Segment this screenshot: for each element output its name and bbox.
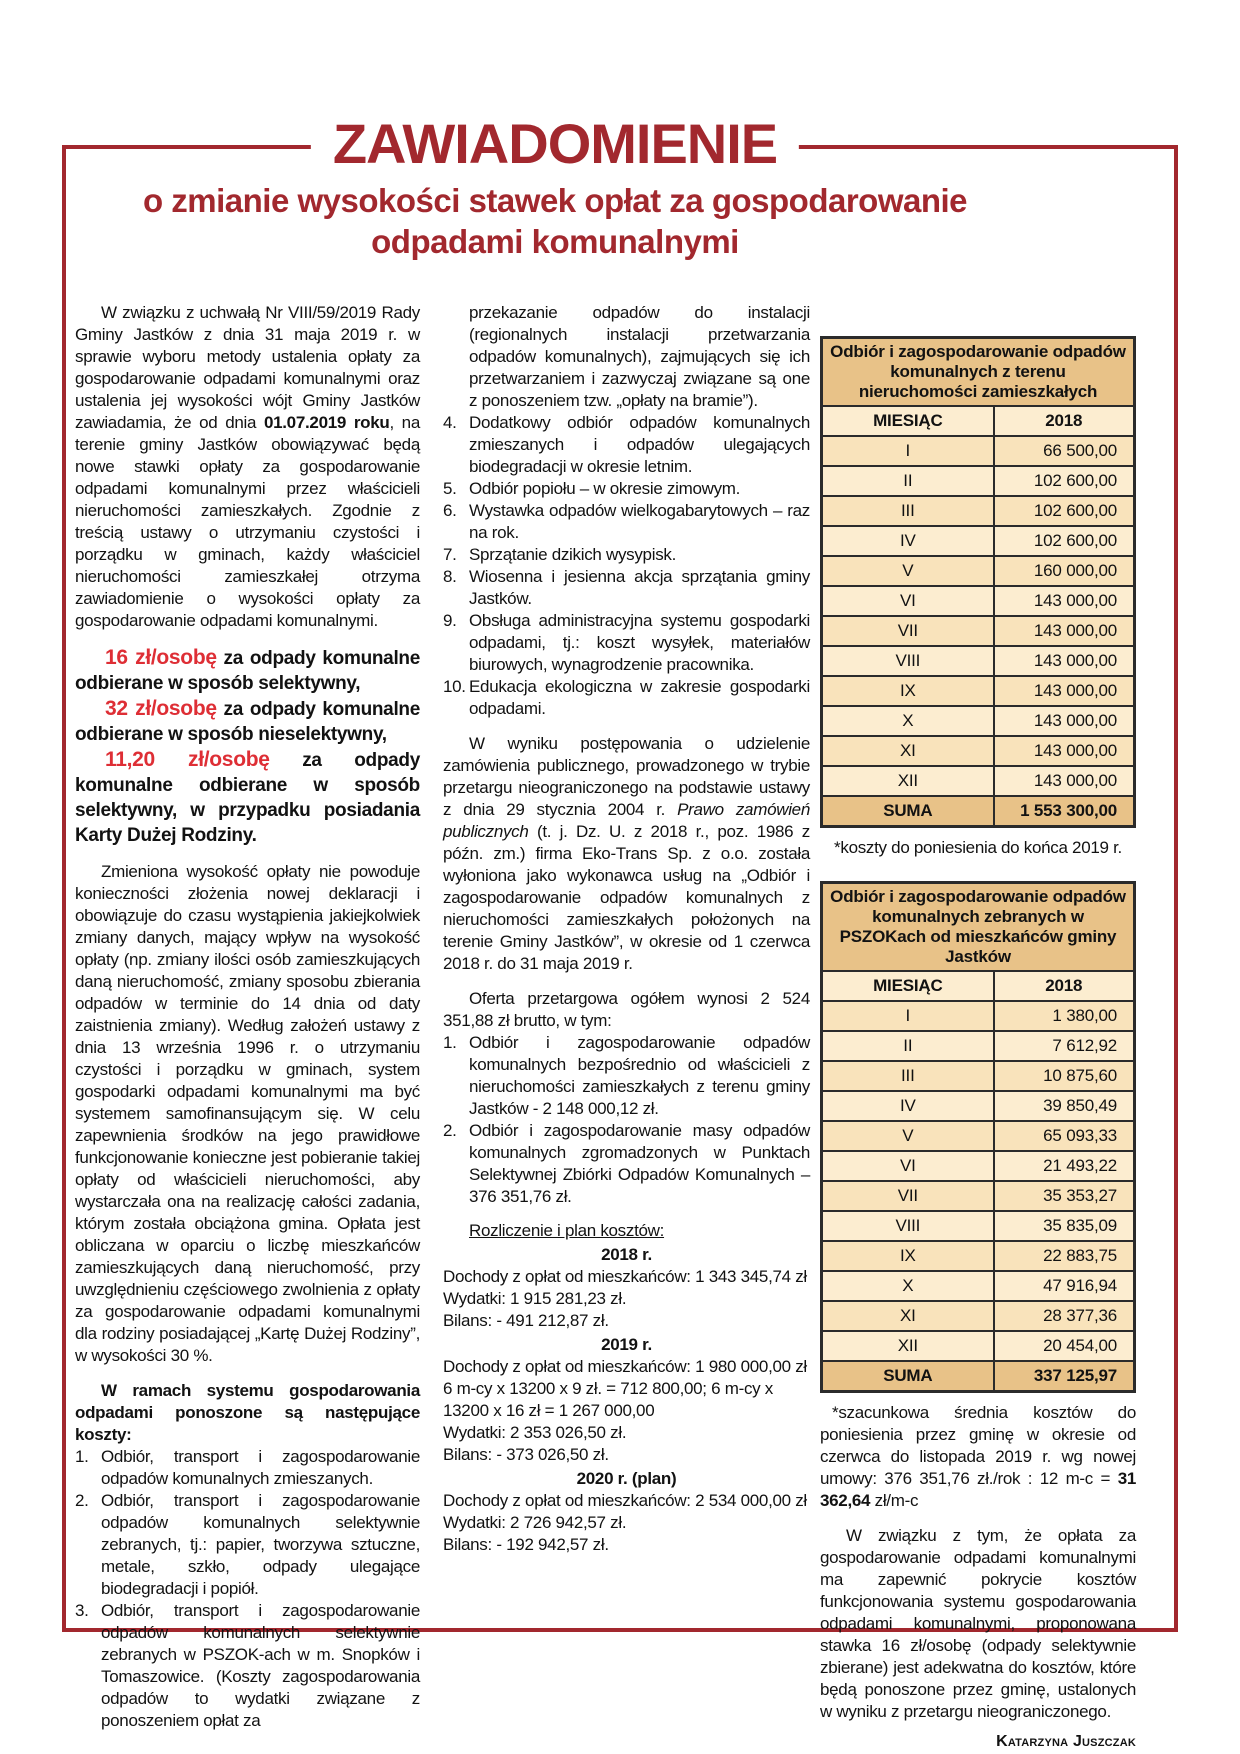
list-item-text: Odbiór, transport i zagospodarowanie odpadów komunalnych zmieszanych. xyxy=(101,1447,420,1488)
table-title: Odbiór i zagospodarowanie odpadów komunalnych z terenu nieruchomości zamieszkałych xyxy=(822,338,1135,407)
page-subtitle: o zmianie wysokości stawek opłat za gospodarowanie odpadami komunalnymi xyxy=(142,182,968,260)
table-row xyxy=(822,1121,1135,1151)
cost-list-item xyxy=(443,676,810,720)
list-item-number: 1. xyxy=(75,1447,89,1466)
month-cell: X xyxy=(822,706,994,736)
plan-line: Bilans: - 491 212,87 zł. xyxy=(443,1311,609,1330)
month-cell: XI xyxy=(822,1301,994,1331)
month-cell: X xyxy=(822,1271,994,1301)
list-item-text: Odbiór, transport i zagospodarowanie odpadów komunalnych selektywnie zebranych, tj.: papier, tworzywa sztuczne, metale, szkło, odpady ulegające biodegradacji i popiół. xyxy=(101,1491,420,1598)
amount-cell: 143 000,00 xyxy=(994,766,1135,796)
month-cell: IV xyxy=(822,526,994,556)
cost-list-item xyxy=(443,478,810,500)
amount-cell: 35 353,27 xyxy=(994,1181,1135,1211)
amount-cell: 66 500,00 xyxy=(994,436,1135,466)
closing-paragraph: W związku z tym, że opłata za gospodarowanie odpadami komunalnymi ma zapewnić pokrycie kosztów funkcjonowania systemu gospodarowania odpadami komunalnymi, proponowana stawka 16 zł/osobę (odpady selektywnie zbierane) jest adekwatna do kosztów, które będą ponoszone przez gminę, ustalonych w wyniku z przetargu nieograniczonego. xyxy=(820,1526,1136,1721)
amount-cell: 102 600,00 xyxy=(994,496,1135,526)
plan-line: Bilans: - 192 942,57 zł. xyxy=(443,1535,609,1554)
month-cell: VII xyxy=(822,1181,994,1211)
list-item-text: Wystawka odpadów wielkogabarytowych – raz na rok. xyxy=(469,501,810,542)
amount-cell: 143 000,00 xyxy=(994,646,1135,676)
cost-list-item xyxy=(75,1490,420,1600)
amount-cell: 143 000,00 xyxy=(994,586,1135,616)
fee-description: za odpady komunalne odbierane w sposób selektywny, xyxy=(75,648,421,694)
fee-amount: 16 zł/osobę xyxy=(105,646,217,669)
tender-paragraph xyxy=(443,733,810,975)
month-cell: VI xyxy=(822,1151,994,1181)
amount-cell: 20 454,00 xyxy=(994,1331,1135,1361)
table-row xyxy=(822,1241,1135,1271)
table-row xyxy=(822,1001,1135,1031)
column-right xyxy=(820,336,1136,1753)
table-row xyxy=(822,1211,1135,1241)
month-column-header: MIESIĄC xyxy=(822,971,994,1001)
suma-label: SUMA xyxy=(822,796,994,827)
plan-year-2019: 2019 r. xyxy=(601,1335,652,1354)
plan-line: Wydatki: 2 353 026,50 zł. xyxy=(443,1423,627,1442)
plan-line: Dochody z opłat od mieszkańców: 1 343 345,74 zł xyxy=(443,1267,807,1286)
month-cell: VIII xyxy=(822,646,994,676)
footnote-text-b: zł/m-c xyxy=(870,1491,919,1510)
suma-value: 1 553 300,00 xyxy=(994,796,1135,827)
list-item-text: Sprzątanie dzikich wysypisk. xyxy=(469,545,677,564)
table-row xyxy=(822,526,1135,556)
table-row xyxy=(822,1091,1135,1121)
suma-row xyxy=(822,796,1135,827)
table-row xyxy=(822,616,1135,646)
list-item-number: 4. xyxy=(443,413,457,432)
fee-rate-item xyxy=(75,747,420,848)
amount-cell: 143 000,00 xyxy=(994,736,1135,766)
suma-row xyxy=(822,1361,1135,1392)
list-item-text: Odbiór, transport i zagospodarowanie odpadów komunalnych selektywnie zebranych w PSZOK-ach w m. Snopków i Tomaszowice. (Koszty zagospodarowania odpadów to wydatki związane z ponoszeniem opłat za xyxy=(101,1601,420,1730)
amount-cell: 22 883,75 xyxy=(994,1241,1135,1271)
residential-table-footnote: *koszty do poniesienia do końca 2019 r. xyxy=(834,838,1122,857)
table-row xyxy=(822,1301,1135,1331)
plan-2019-lines xyxy=(443,1356,810,1466)
table-row xyxy=(822,496,1135,526)
suma-label: SUMA xyxy=(822,1361,994,1392)
amount-cell: 1 380,00 xyxy=(994,1001,1135,1031)
plan-year-2020: 2020 r. (plan) xyxy=(576,1469,677,1488)
amount-cell: 143 000,00 xyxy=(994,676,1135,706)
month-cell: IV xyxy=(822,1091,994,1121)
table-row xyxy=(822,1331,1135,1361)
offer-list-item xyxy=(443,1032,810,1120)
plan-line: Bilans: - 373 026,50 zł. xyxy=(443,1445,609,1464)
month-column-header: MIESIĄC xyxy=(822,406,994,436)
month-cell: VII xyxy=(822,616,994,646)
month-cell: V xyxy=(822,1121,994,1151)
cost-list-item xyxy=(443,544,810,566)
list-item-text: Odbiór i zagospodarowanie odpadów komunalnych bezpośrednio od właścicieli z nieruchomości zamieszkałych z terenu gminy Jastków - 2 148 000,12 zł. xyxy=(469,1033,810,1118)
plan-line: Dochody z opłat od mieszkańców: 2 534 000,00 zł xyxy=(443,1491,807,1510)
amount-cell: 102 600,00 xyxy=(994,466,1135,496)
fee-description: za odpady komunalne odbierane w sposób selektywny, w przypadku posiadania Karty Dużej Rodziny. xyxy=(75,750,420,846)
cost-list-item xyxy=(443,610,810,676)
list-item-number: 3. xyxy=(75,1601,89,1620)
table-row xyxy=(822,556,1135,586)
list-item-text: Edukacja ekologiczna w zakresie gospodarki odpadami. xyxy=(469,677,810,718)
column-middle xyxy=(443,302,810,1556)
list-item-number: 8. xyxy=(443,567,457,586)
list-item-text: Odbiór i zagospodarowanie masy odpadów komunalnych zgromadzonych w Punktach Selektywnej Zbiórki Odpadów Komunalnych – 376 351,76 zł. xyxy=(469,1121,810,1206)
cost-list-item xyxy=(75,1600,420,1732)
list-item-text: Wiosenna i jesienna akcja sprzątania gminy Jastków. xyxy=(469,567,810,608)
amount-cell: 35 835,09 xyxy=(994,1211,1135,1241)
table-row xyxy=(822,736,1135,766)
costs-heading: W ramach systemu gospodarowania odpadami ponoszone są następujące koszty: xyxy=(75,1381,420,1444)
offer-list xyxy=(443,1032,810,1208)
cost-list-4-10 xyxy=(443,412,810,720)
list-item-number: 5. xyxy=(443,479,457,498)
plan-line: Wydatki: 2 726 942,57 zł. xyxy=(443,1513,627,1532)
fee-rates-list xyxy=(75,645,420,848)
amount-cell: 143 000,00 xyxy=(994,616,1135,646)
list-item-number: 10. xyxy=(443,677,466,696)
table-row xyxy=(822,706,1135,736)
table-row xyxy=(822,1031,1135,1061)
amount-cell: 21 493,22 xyxy=(994,1151,1135,1181)
table-row xyxy=(822,676,1135,706)
change-info-paragraph: Zmieniona wysokość opłaty nie powoduje konieczności złożenia nowej deklaracji i obowiązuje do czasu wystąpienia jakiejkolwiek zmiany danych, mający wpływ na wysokość opłaty (np. zmiany ilości osób zamieszkujących daną nieruchomość, zmiany sposobu zbierania odpadów w terminie do 14 dnia od daty zaistnienia zmiany). Według założeń ustawy z dnia 13 września 1996 r. o utrzymaniu czystości i porządku w gminach, system gospodarki odpadami komunalnymi ma być systemem samofinansującym się. W celu zapewnienia środków na jego prawidłowe funkcjonowanie konieczne jest pobieranie takiej opłaty od właścicieli nieruchomości, aby wystarczała ona na realizację całości zadania, którym została obciążona gmina. Opłata jest obliczana w oparciu o liczbę mieszkańców zamieszkujących daną nieruchomość, przy uwzględnieniu częściowego zwolnienia z opłaty za gospodarowanie odpadami komunalnymi dla rodziny posiadającej „Kartę Dużej Rodziny”, w wysokości 30 %. xyxy=(75,862,420,1365)
plan-line: 6 m-cy x 13200 x 9 zł. = 712 800,00; 6 m-cy x 13200 x 16 zł = 1 267 000,00 xyxy=(443,1379,773,1420)
offer-paragraph: Oferta przetargowa ogółem wynosi 2 524 351,88 zł brutto, w tym: xyxy=(443,989,810,1030)
amount-cell: 102 600,00 xyxy=(994,526,1135,556)
year-column-header: 2018 xyxy=(994,406,1135,436)
page-title: ZAWIADOMIENIE xyxy=(311,111,799,176)
amount-cell: 28 377,36 xyxy=(994,1301,1135,1331)
table-row xyxy=(822,646,1135,676)
month-cell: II xyxy=(822,1031,994,1061)
intro-paragraph xyxy=(75,302,420,632)
list-item-number: 2. xyxy=(443,1121,457,1140)
fee-rate-item xyxy=(75,696,420,747)
table-row xyxy=(822,766,1135,796)
amount-cell: 7 612,92 xyxy=(994,1031,1135,1061)
cost-list-1-3 xyxy=(75,1446,420,1732)
amount-cell: 65 093,33 xyxy=(994,1121,1135,1151)
month-cell: VIII xyxy=(822,1211,994,1241)
month-cell: XII xyxy=(822,1331,994,1361)
table-row xyxy=(822,1271,1135,1301)
month-cell: II xyxy=(822,466,994,496)
list-item-text: Dodatkowy odbiór odpadów komunalnych zmieszanych i odpadów ulegających biodegradacji w okresie letnim. xyxy=(469,413,810,476)
month-cell: III xyxy=(822,1061,994,1091)
column-left xyxy=(75,302,420,1732)
amount-cell: 47 916,94 xyxy=(994,1271,1135,1301)
list-item-number: 7. xyxy=(443,545,457,564)
footnote-average-value: 31 362,64 xyxy=(820,1469,1136,1510)
plan-line: Wydatki: 1 915 281,23 zł. xyxy=(443,1289,627,1308)
fee-amount: 32 zł/osobę xyxy=(105,697,217,720)
table-row xyxy=(822,586,1135,616)
plan-heading: Rozliczenie i plan kosztów: xyxy=(469,1221,665,1240)
amount-cell: 160 000,00 xyxy=(994,556,1135,586)
fee-rate-item xyxy=(75,645,420,696)
plan-year-2018: 2018 r. xyxy=(601,1245,652,1264)
offer-list-item xyxy=(443,1120,810,1208)
signature: Katarzyna Juszczak xyxy=(996,1733,1136,1750)
pszok-waste-table xyxy=(820,881,1136,1393)
year-column-header: 2018 xyxy=(994,971,1135,1001)
list-item-text: Odbiór popiołu – w okresie zimowym. xyxy=(469,479,741,498)
effective-date: 01.07.2019 roku xyxy=(263,413,390,432)
month-cell: VI xyxy=(822,586,994,616)
month-cell: I xyxy=(822,436,994,466)
tender-text-a: W wyniku postępowania o udzielenie zamówienia publicznego, prowadzonego w trybie przetargu nieograniczonego na podstawie ustawy z dnia 29 stycznia 2004 r. xyxy=(443,734,810,819)
intro-text-a: W związku z uchwałą Nr VIII/59/2019 Rady Gminy Jastków z dnia 31 maja 2019 r. w sprawie wyboru metody ustalenia opłaty za gospodarowanie odpadami komunalnymi oraz ustalenia jej wysokości wójt Gminy Jastków zawiadamia, że od dnia xyxy=(75,303,420,432)
month-cell: XII xyxy=(822,766,994,796)
cost-list-item xyxy=(443,566,810,610)
table-row xyxy=(822,1181,1135,1211)
fee-description: za odpady komunalne odbierane w sposób nieselektywny, xyxy=(75,699,421,745)
amount-cell: 143 000,00 xyxy=(994,706,1135,736)
list-item-number: 9. xyxy=(443,611,457,630)
amount-cell: 39 850,49 xyxy=(994,1091,1135,1121)
footnote-text-a: *szacunkowa średnia kosztów do poniesienia przez gminę w okresie od czerwca do listopada 2019 r. wg nowej umowy: 376 351,76 zł./rok : 12 m-c = xyxy=(820,1403,1136,1488)
list-item-number: 6. xyxy=(443,501,457,520)
cost-list-item xyxy=(443,412,810,478)
list-item-number: 2. xyxy=(75,1491,89,1510)
table-row xyxy=(822,1061,1135,1091)
plan-2018-lines xyxy=(443,1266,810,1332)
plan-2020-lines xyxy=(443,1490,810,1556)
month-cell: XI xyxy=(822,736,994,766)
fee-amount: 11,20 zł/osobę xyxy=(105,748,270,771)
plan-line: Dochody z opłat od mieszkańców: 1 980 000,00 zł xyxy=(443,1357,807,1376)
intro-text-b: , na terenie gminy Jastków obowiązywać będą nowe stawki opłaty za gospodarowanie odpadami komunalnymi przez właścicieli nieruchomości zamieszkałych. Zgodnie z treścią ustawy o utrzymaniu czystości i porządku w gminach, każdy właściciel nieruchomości zamieszkałej otrzyma zawiadomienie o wysokości opłaty za gospodarowanie odpadami komunalnymi. xyxy=(75,413,420,630)
list-item-number: 1. xyxy=(443,1033,457,1052)
month-cell: III xyxy=(822,496,994,526)
month-cell: I xyxy=(822,1001,994,1031)
item3-continuation: przekazanie odpadów do instalacji (regionalnych instalacji przetwarzania odpadów komunalnych), zajmujących się ich przetwarzaniem i zazwyczaj związane są one z ponoszeniem tzw. „opłaty na bramie”). xyxy=(469,303,810,410)
amount-cell: 10 875,60 xyxy=(994,1061,1135,1091)
month-cell: IX xyxy=(822,676,994,706)
table-row xyxy=(822,1151,1135,1181)
suma-value: 337 125,97 xyxy=(994,1361,1135,1392)
month-cell: IX xyxy=(822,1241,994,1271)
month-cell: V xyxy=(822,556,994,586)
list-item-text: Obsługa administracyjna systemu gospodarki odpadami, tj.: koszt wysyłek, materiałów biurowych, wynagrodzenie pracownika. xyxy=(469,611,810,674)
table-row xyxy=(822,466,1135,496)
table-row xyxy=(822,436,1135,466)
pszok-table-footnote xyxy=(820,1402,1136,1512)
residential-waste-table xyxy=(820,336,1136,828)
cost-list-item xyxy=(75,1446,420,1490)
law-title-italic: Prawo zamówień publicznych xyxy=(443,800,810,841)
cost-list-item xyxy=(443,500,810,544)
table-title: Odbiór i zagospodarowanie odpadów komunalnych zebranych w PSZOKach od mieszkańców gminy Jastków xyxy=(822,883,1135,972)
tender-text-b: (t. j. Dz. U. z 2018 r., poz. 1986 z późn. zm.) firma Eko-Trans Sp. z o.o. została wyłoniona jako wykonawca usług na „Odbiór i zagospodarowanie odpadów komunalnych z nieruchomości zamieszkałych położonych na terenie Gminy Jastków”, w okresie od 1 czerwca 2018 r. do 31 maja 2019 r. xyxy=(443,822,810,973)
